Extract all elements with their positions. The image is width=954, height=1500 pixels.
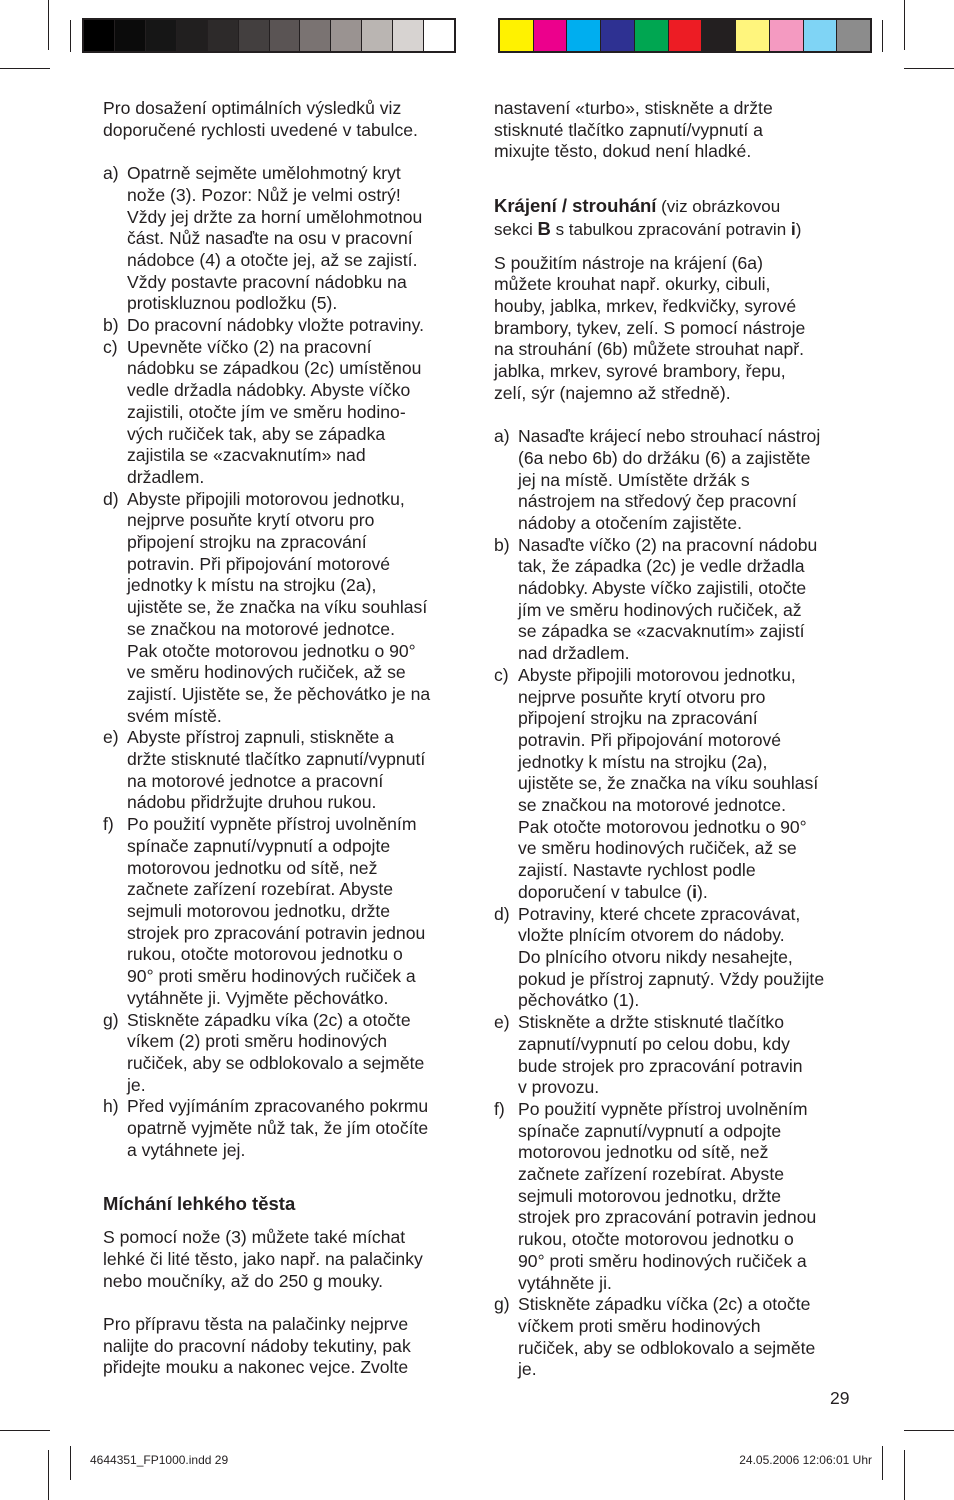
list-item: a) Opatrně sejměte umělohmotný kryt nože (3). Pozor: Nůž je velmi ostrý! Vždy jej držte za horní umělohmotnou část. Nůž nasaďte na osu v pracovní nádobce (4) a otočte jej, až se zajistí. Vždy postavte pracovní nádobku na protiskluznou podložku (5).: [103, 163, 423, 314]
mixing-paragraph-2: Pro přípravu těsta na palačinky nejprve nalijte do pracovní nádoby tekutiny, pak přidejte mouku a nakonec vejce. Zvolte: [103, 1313, 411, 1378]
color-swatch: [84, 20, 114, 51]
color-swatch: [500, 20, 533, 51]
list-item: a) Nasaďte krájecí nebo strouhací nástroj (6a nebo 6b) do držáku (6) a zajistěte jej na místě. Umístěte držák s nástrojem na středový čep pracovní nádoby a otočením zajistěte.: [494, 426, 821, 533]
slicing-heading-title: Krájení / strouhání: [494, 195, 657, 217]
color-swatch: [769, 20, 803, 51]
color-swatch: [634, 20, 668, 51]
list-item: f) Po použití vypněte přístroj uvolněním spínače zapnutí/vypnutí a odpojte motorovou jednotku od sítě, než začnete zařízení rozebírat. Abyste sejmuli motorovou jednotku, držte strojek pro zpracování potravin jednou rukou, otočte motorovou jednotku o 90° proti směru hodinových ručiček a vytáhněte ji. Vyjměte pěchovátko.: [103, 814, 426, 1008]
process-color-bar: [498, 18, 872, 53]
color-swatch: [145, 20, 176, 51]
color-swatch: [836, 20, 870, 51]
list-item: d) Potraviny, které chcete zpracovávat, vložte plnícím otvorem do nádoby. Do plnícího otvoru nikdy nesahejte, pokud je přístroj zapnutý. Vždy použijte pěchovátko (1).: [494, 903, 825, 1011]
assembly-steps: [103, 163, 465, 1161]
color-swatch: [207, 20, 238, 51]
table-ref-i: i: [790, 218, 796, 239]
list-item: b) Do pracovní nádobky vložte potraviny.: [103, 315, 424, 336]
color-swatch: [299, 20, 330, 51]
color-swatch: [361, 20, 392, 51]
color-swatch: [176, 20, 207, 51]
color-swatch: [600, 20, 634, 51]
list-item: g) Stiskněte západku víčka (2c) a otočte víčkem proti směru hodinových ručiček, aby se odblokovalo a sejměte je.: [494, 1294, 816, 1380]
slug-file-info: 4644351_FP1000.indd 29: [90, 1453, 229, 1467]
left-column: [103, 98, 465, 1379]
color-swatch: [114, 20, 145, 51]
list-item: c) Upevněte víčko (2) na pracovní nádobku se západkou (2c) umístěnou vedle držadla nádobky. Abyste víčko zajistili, otočte jím ve směru hodino- vých ručiček tak, aby se západka zajistila se «zacvaknutím» nad držadlem.: [103, 336, 422, 487]
color-swatch: [423, 20, 454, 51]
intro-paragraph: Pro dosažení optimálních výsledků viz doporučené rychlosti uvedené v tabulce.: [103, 98, 418, 140]
color-swatch: [238, 20, 269, 51]
color-swatch: [269, 20, 300, 51]
color-swatch: [735, 20, 769, 51]
color-swatch: [392, 20, 423, 51]
slug-timestamp: 24.05.2006 12:06:01 Uhr: [739, 1453, 872, 1467]
list-item: b) Nasaďte víčko (2) na pracovní nádobu tak, že západka (2c) je vedle držadla nádobky. Abyste víčko zajistili, otočte jím ve směru hodinových ručiček, až se západka se «zacvaknutím» zajistí nad držadlem.: [494, 534, 818, 664]
color-swatch: [701, 20, 735, 51]
list-item: d) Abyste připojili motorovou jednotku, nejprve posuňte krytí otvoru pro připojení strojku na zpracování potravin. Při připojování motorové jednotky k místu na strojku (2a), ujistěte se, že značka na víku souhlasí se značkou na motorové jednotce. Pak otočte motorovou jednotku o 90° ve směru hodinových ručiček, až se zajistí. Ujistěte se, že pěchovátko je na svém místě.: [103, 488, 431, 726]
slicing-paragraph: S použitím nástroje na krájení (6a) můžete krouhat např. okurky, cibuli, houby, jablka, mrkev, ředkvičky, syrové brambory, tykev, zelí. S pomocí nástroje na strouhání (6b) můžete strouhat např. jablka, mrkev, syrové brambory, řepu, zelí, sýr (najemno až středně).: [494, 252, 806, 403]
page-number: 29: [830, 1388, 850, 1408]
list-item: c) Abyste připojili motorovou jednotku, nejprve posuňte krytí otvoru pro připojení strojku na zpracování potravin. Při připojování motorové jednotky k místu na strojku (2a), ujistěte se, že značka na víku souhlasí se značkou na motorové jednotce. Pak otočte motorovou jednotku o 90° ve směru hodinových ručiček, až se zajistí. Nastavte rychlost podle doporučení v tabulce (i).: [494, 664, 819, 902]
right-column: [494, 98, 859, 1381]
continuation-paragraph: nastavení «turbo», stiskněte a držte stisknuté tlačítko zapnutí/vypnutí a mixujte těsto, dokud není hladké.: [494, 98, 773, 162]
color-swatch: [533, 20, 567, 51]
list-item: e) Stiskněte a držte stisknuté tlačítko zapnutí/vypnutí po celou dobu, kdy bude strojek pro zpracování potravin v provozu.: [494, 1012, 803, 1098]
color-swatch: [566, 20, 600, 51]
section-ref-b: B: [537, 217, 551, 239]
list-item: h) Před vyjímáním zpracovaného pokrmu opatrně vyjměte nůž tak, že jím otočíte a vytáhnete jej.: [103, 1096, 429, 1160]
section-heading-slicing: Krájení / strouhání (viz obrázkovou sekci B s tabulkou zpracování potravin i): [494, 195, 802, 239]
color-swatch: [803, 20, 837, 51]
list-item: f) Po použití vypněte přístroj uvolněním spínače zapnutí/vypnutí a odpojte motorovou jednotku od sítě, než začnete zařízení rozebírat. Abyste sejmuli motorovou jednotku, držte strojek pro zpracování potravin jednou rukou, otočte motorovou jednotku o 90° proti směru hodinových ručiček a vytáhněte ji.: [494, 1098, 817, 1293]
grayscale-color-bar: [82, 18, 456, 53]
color-swatch: [668, 20, 702, 51]
mixing-paragraph-1: S pomocí nože (3) můžete také míchat lehké či lité těsto, jako např. na palačinky nebo moučníky, až do 250 g mouky.: [103, 1227, 423, 1291]
list-item: e) Abyste přístroj zapnuli, stiskněte a držte stisknuté tlačítko zapnutí/vypnutí na motorové jednotce a pracovní nádobu přidržujte druhou rukou.: [103, 727, 426, 813]
list-item: g) Stiskněte západku víka (2c) a otočte víkem (2) proti směru hodinových ručiček, aby se odblokovalo a sejměte je.: [103, 1009, 425, 1095]
slicing-steps: [494, 426, 859, 1381]
section-heading-mixing: Míchání lehkého těsta: [103, 1193, 296, 1215]
color-swatch: [330, 20, 361, 51]
